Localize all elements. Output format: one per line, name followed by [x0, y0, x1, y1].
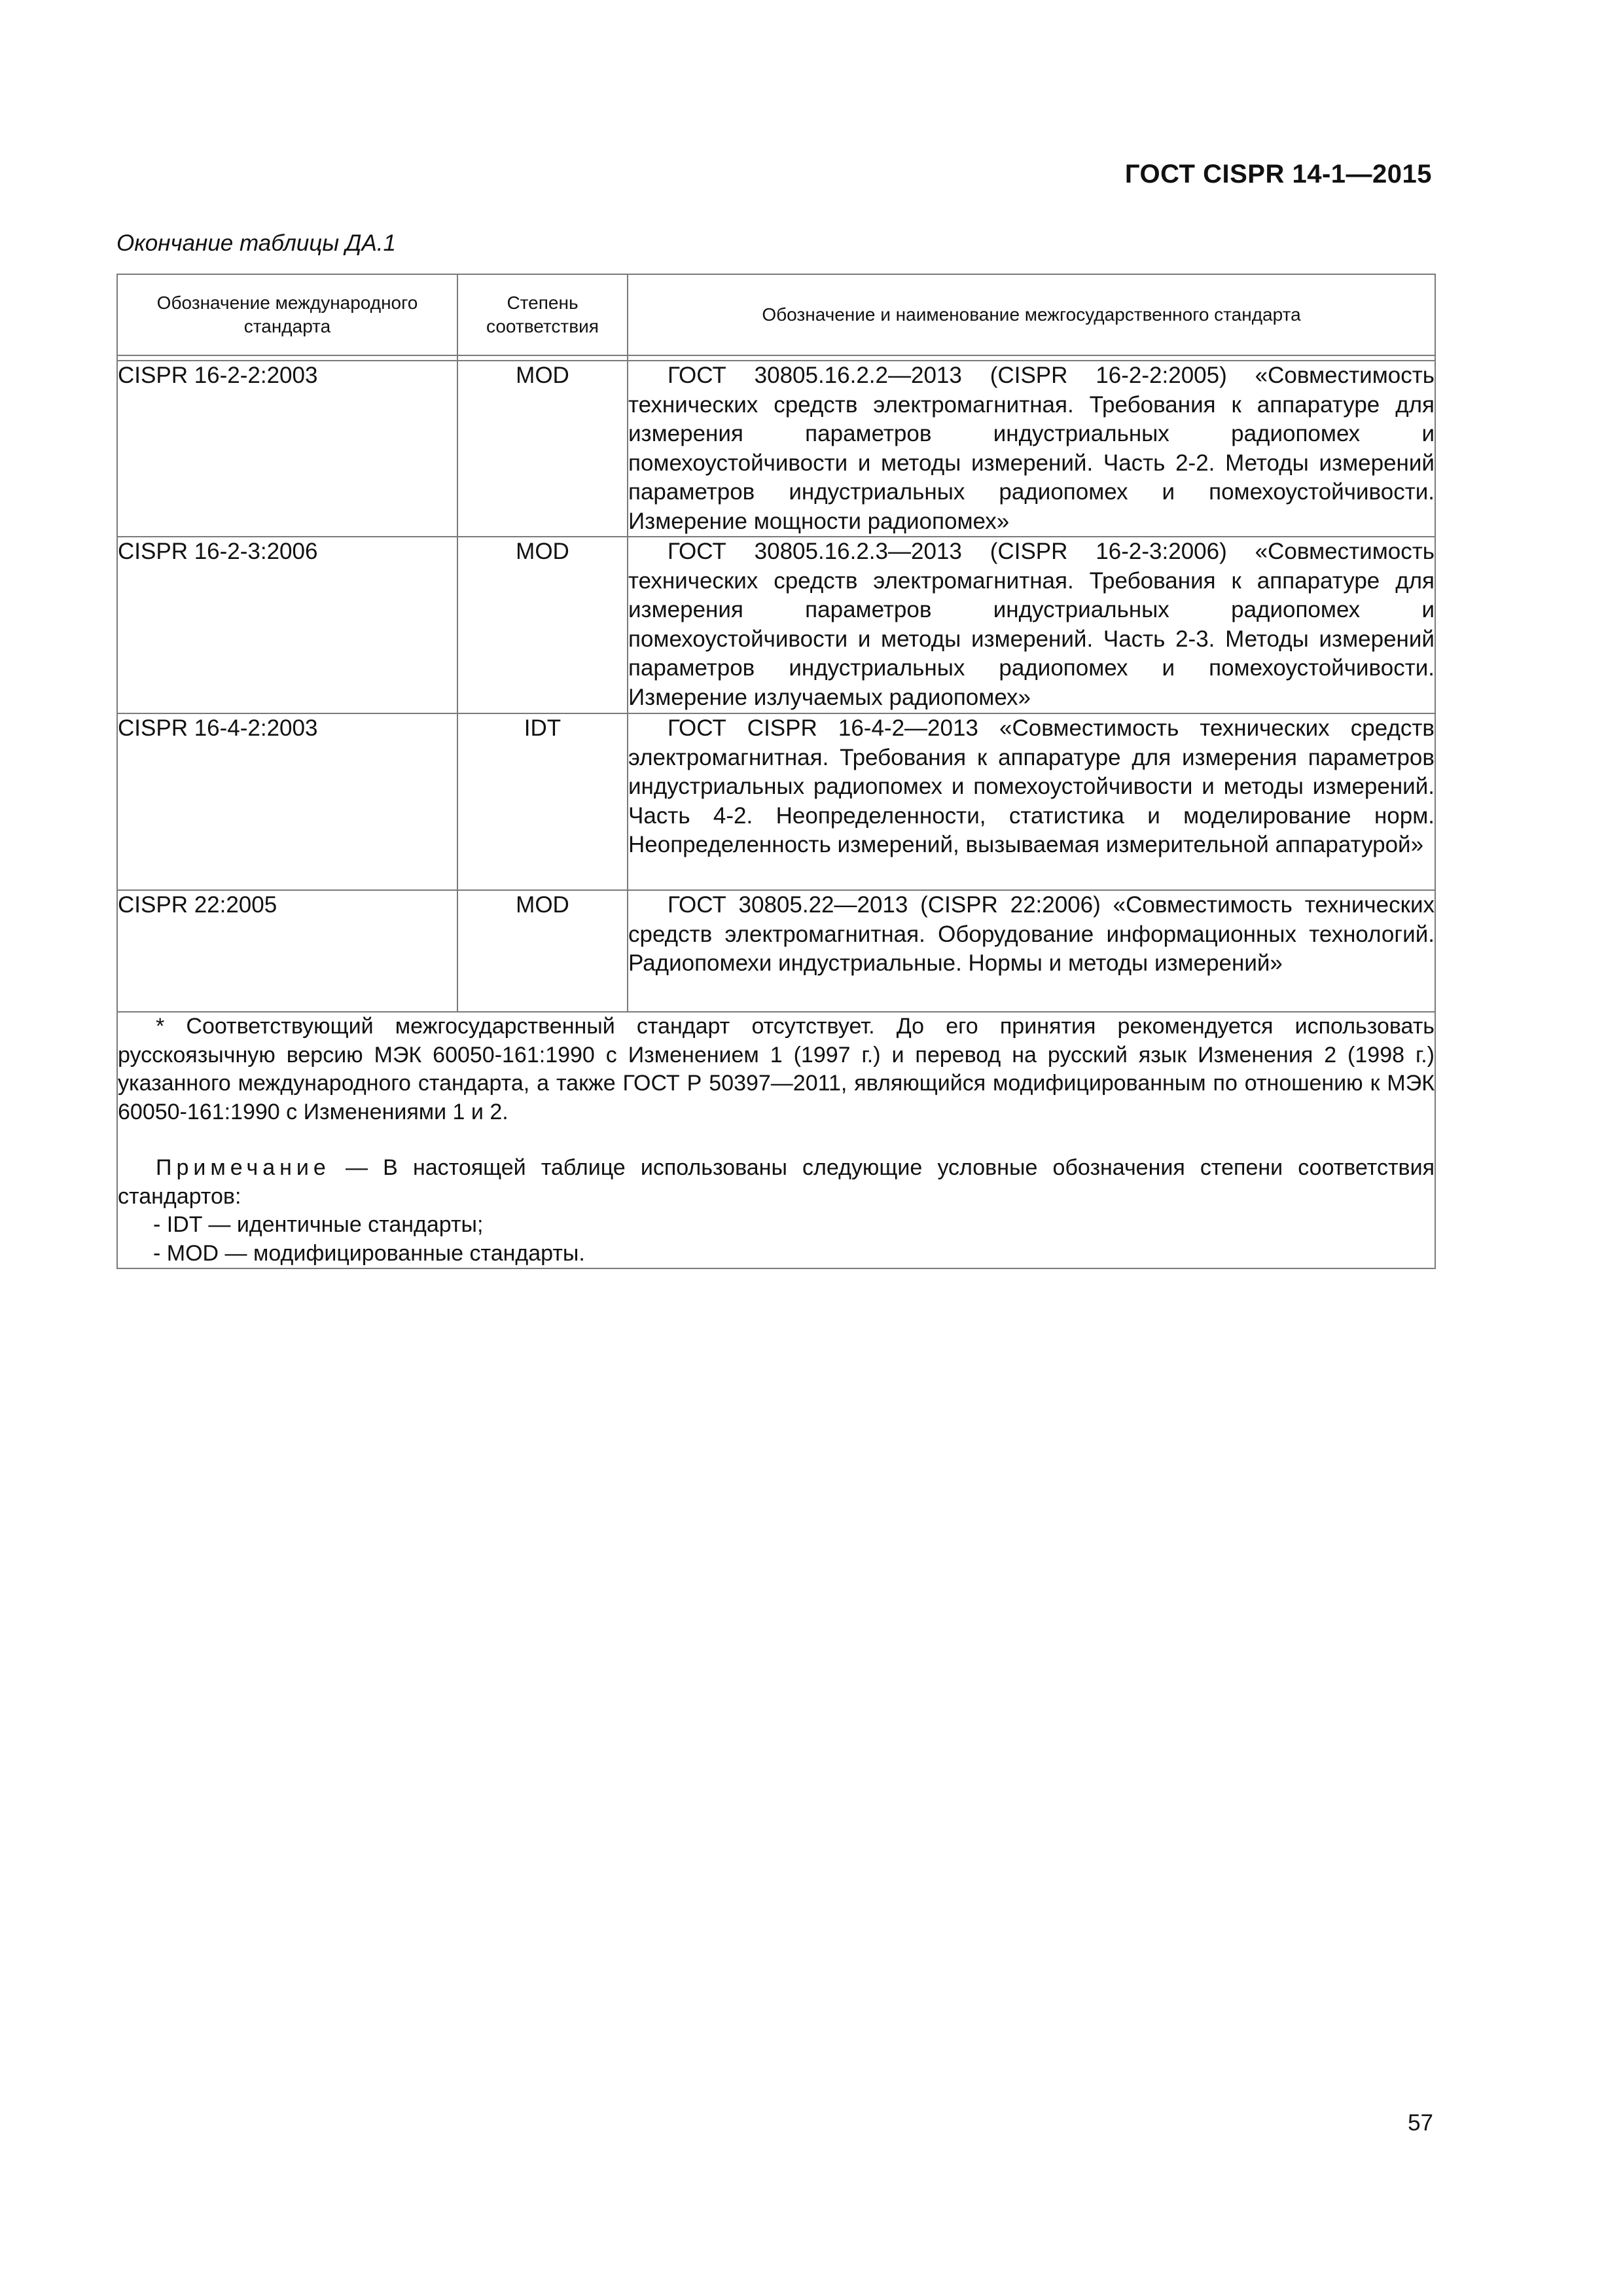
note-item-mod: - MOD — модифицированные стандарты.: [153, 1240, 585, 1266]
conformity-degree: MOD: [457, 361, 628, 537]
header-separator: [117, 355, 1435, 361]
document-id-header: ГОСТ CISPR 14-1—2015: [1124, 160, 1432, 188]
note-paragraph: [118, 1154, 1435, 1211]
international-standard-code: CISPR 16-4-2:2003: [117, 713, 457, 890]
note-text: — В настоящей таблице использованы следующие условные обозначения степени соответствия стандартов:: [118, 1155, 1435, 1209]
notes-row: [117, 1012, 1435, 1268]
footnote: * Соответствующий межгосударственный стандарт отсутствует. До его принятия рекомендуется использовать русскоязычную версию МЭК 60050-161:1990 с Изменением 1 (1997 г.) и перевод на русский язык Изменения 2 (1998 г.) указанного международного стандарта, а также ГОСТ Р 50397—2011, являющийся модифицированным по отношению к МЭК 60050-161:1990 с Изменениями 1 и 2.: [118, 1014, 1435, 1124]
international-standard-code: CISPR 16-2-3:2006: [117, 537, 457, 713]
page-number: 57: [1408, 2110, 1433, 2136]
conformity-degree: MOD: [457, 537, 628, 713]
interstate-standard-title: ГОСТ CISPR 16-4-2—2013 «Совместимость технических средств электромагнитная. Требования к аппаратуре для измерения параметров индустриальных радиопомех и помехоустойчивости и методы измерений. Часть 4-2. Неопределенности, статистика и моделирование норм. Неопределенность измерений, вызываемая измерительной аппаратурой»: [628, 713, 1435, 890]
table-row: [117, 537, 1435, 713]
header-interstate-standard: Обозначение и наименование межгосударственного стандарта: [628, 274, 1435, 355]
standards-table: [116, 274, 1436, 1269]
conformity-degree: MOD: [457, 890, 628, 1012]
table-caption: Окончание таблицы ДА.1: [116, 230, 396, 256]
table-row: [117, 890, 1435, 1012]
conformity-degree: IDT: [457, 713, 628, 890]
header-degree-of-conformity: Степень соответствия: [457, 274, 628, 355]
note-label: Примечание: [156, 1155, 330, 1180]
header-international-standard: Обозначение международного стандарта: [117, 274, 457, 355]
international-standard-code: CISPR 22:2005: [117, 890, 457, 1012]
table-row: [117, 361, 1435, 537]
interstate-standard-title: ГОСТ 30805.22—2013 (CISPR 22:2006) «Совместимость технических средств электромагнитная. Оборудование информационных технологий. Радиопомехи индустриальные. Нормы и методы измерений»: [628, 890, 1435, 1012]
interstate-standard-title: ГОСТ 30805.16.2.3—2013 (CISPR 16-2-3:2006) «Совместимость технических средств электромагнитная. Требования к аппаратуре для измерения параметров индустриальных радиопомех и помехоустойчивости и методы измерений. Часть 2-3. Методы измерений параметров индустриальных радиопомех и помехоустойчивости. Измерение излучаемых радиопомех»: [628, 537, 1435, 713]
table-row: [117, 713, 1435, 890]
table-notes: [117, 1012, 1435, 1268]
table-header-row: [117, 274, 1435, 355]
interstate-standard-title: ГОСТ 30805.16.2.2—2013 (CISPR 16-2-2:2005) «Совместимость технических средств электромагнитная. Требования к аппаратуре для измерения параметров индустриальных радиопомех и помехоустойчивости и методы измерений. Часть 2-2. Методы измерений параметров индустриальных радиопомех и помехоустойчивости. Измерение мощности радиопомех»: [628, 361, 1435, 537]
international-standard-code: CISPR 16-2-2:2003: [117, 361, 457, 537]
note-item-idt: - IDT — идентичные стандарты;: [153, 1212, 484, 1237]
